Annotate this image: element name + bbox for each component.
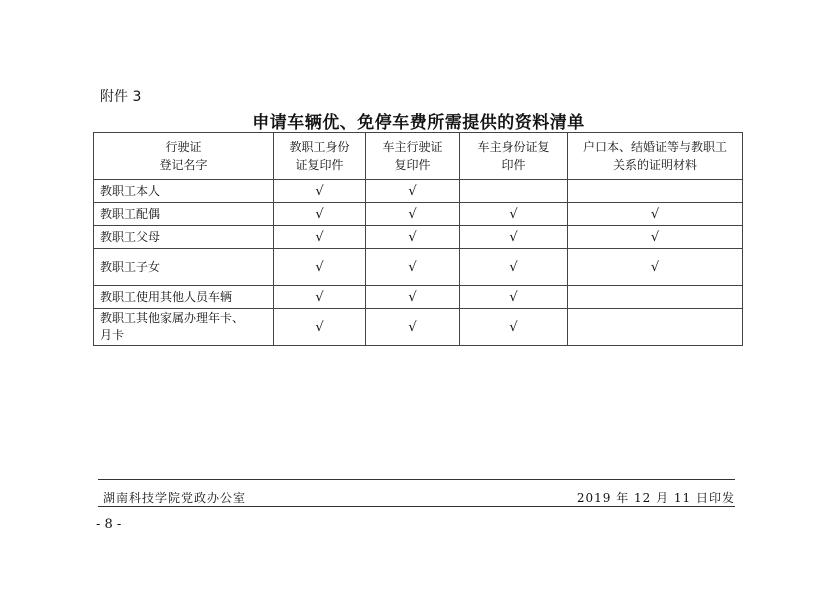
check-cell: √	[460, 249, 568, 286]
header-staff-id-copy: 教职工身份 证复印件	[274, 133, 366, 180]
check-cell: √	[274, 180, 366, 203]
check-cell	[568, 286, 743, 309]
header-owner-license-copy: 车主行驶证 复印件	[366, 133, 460, 180]
row-label: 教职工父母	[94, 226, 274, 249]
issuing-organization: 湖南科技学院党政办公室	[103, 491, 247, 505]
row-label: 教职工子女	[94, 249, 274, 286]
check-cell: √	[274, 309, 366, 346]
row-label: 教职工其他家属办理年卡、 月卡	[94, 309, 274, 346]
check-cell	[568, 309, 743, 346]
table-row	[94, 203, 743, 226]
header-license-name: 行驶证 登记名字	[94, 133, 274, 180]
check-cell: √	[460, 286, 568, 309]
check-cell: √	[366, 203, 460, 226]
check-cell: √	[366, 309, 460, 346]
check-cell: √	[366, 286, 460, 309]
check-cell: √	[366, 180, 460, 203]
table-row	[94, 286, 743, 309]
header-relationship-proof: 户口本、结婚证等与教职工 关系的证明材料	[568, 133, 743, 180]
check-cell: √	[274, 226, 366, 249]
table-header-row	[94, 133, 743, 180]
document-title: 申请车辆优、免停车费所需提供的资料清单	[252, 113, 585, 133]
page-number: - 8 -	[96, 517, 122, 532]
check-cell: √	[460, 203, 568, 226]
row-label: 教职工本人	[94, 180, 274, 203]
annex-label: 附件 3	[100, 89, 142, 105]
check-cell	[568, 180, 743, 203]
table-row	[94, 180, 743, 203]
table-row	[94, 249, 743, 286]
check-cell: √	[568, 203, 743, 226]
check-cell: √	[274, 249, 366, 286]
row-label: 教职工使用其他人员车辆	[94, 286, 274, 309]
row-label: 教职工配偶	[94, 203, 274, 226]
check-cell: √	[366, 249, 460, 286]
table-row	[94, 309, 743, 346]
check-cell: √	[568, 226, 743, 249]
footer-bottom-rule	[98, 506, 735, 507]
footer-top-rule	[98, 479, 735, 480]
requirements-table	[93, 132, 743, 346]
table-row	[94, 226, 743, 249]
header-owner-id-copy: 车主身份证复 印件	[460, 133, 568, 180]
check-cell	[460, 180, 568, 203]
check-cell: √	[366, 226, 460, 249]
check-cell: √	[274, 286, 366, 309]
issue-date: 2019 年 12 月 11 日印发	[576, 491, 735, 505]
check-cell: √	[460, 309, 568, 346]
check-cell: √	[274, 203, 366, 226]
check-cell: √	[568, 249, 743, 286]
check-cell: √	[460, 226, 568, 249]
